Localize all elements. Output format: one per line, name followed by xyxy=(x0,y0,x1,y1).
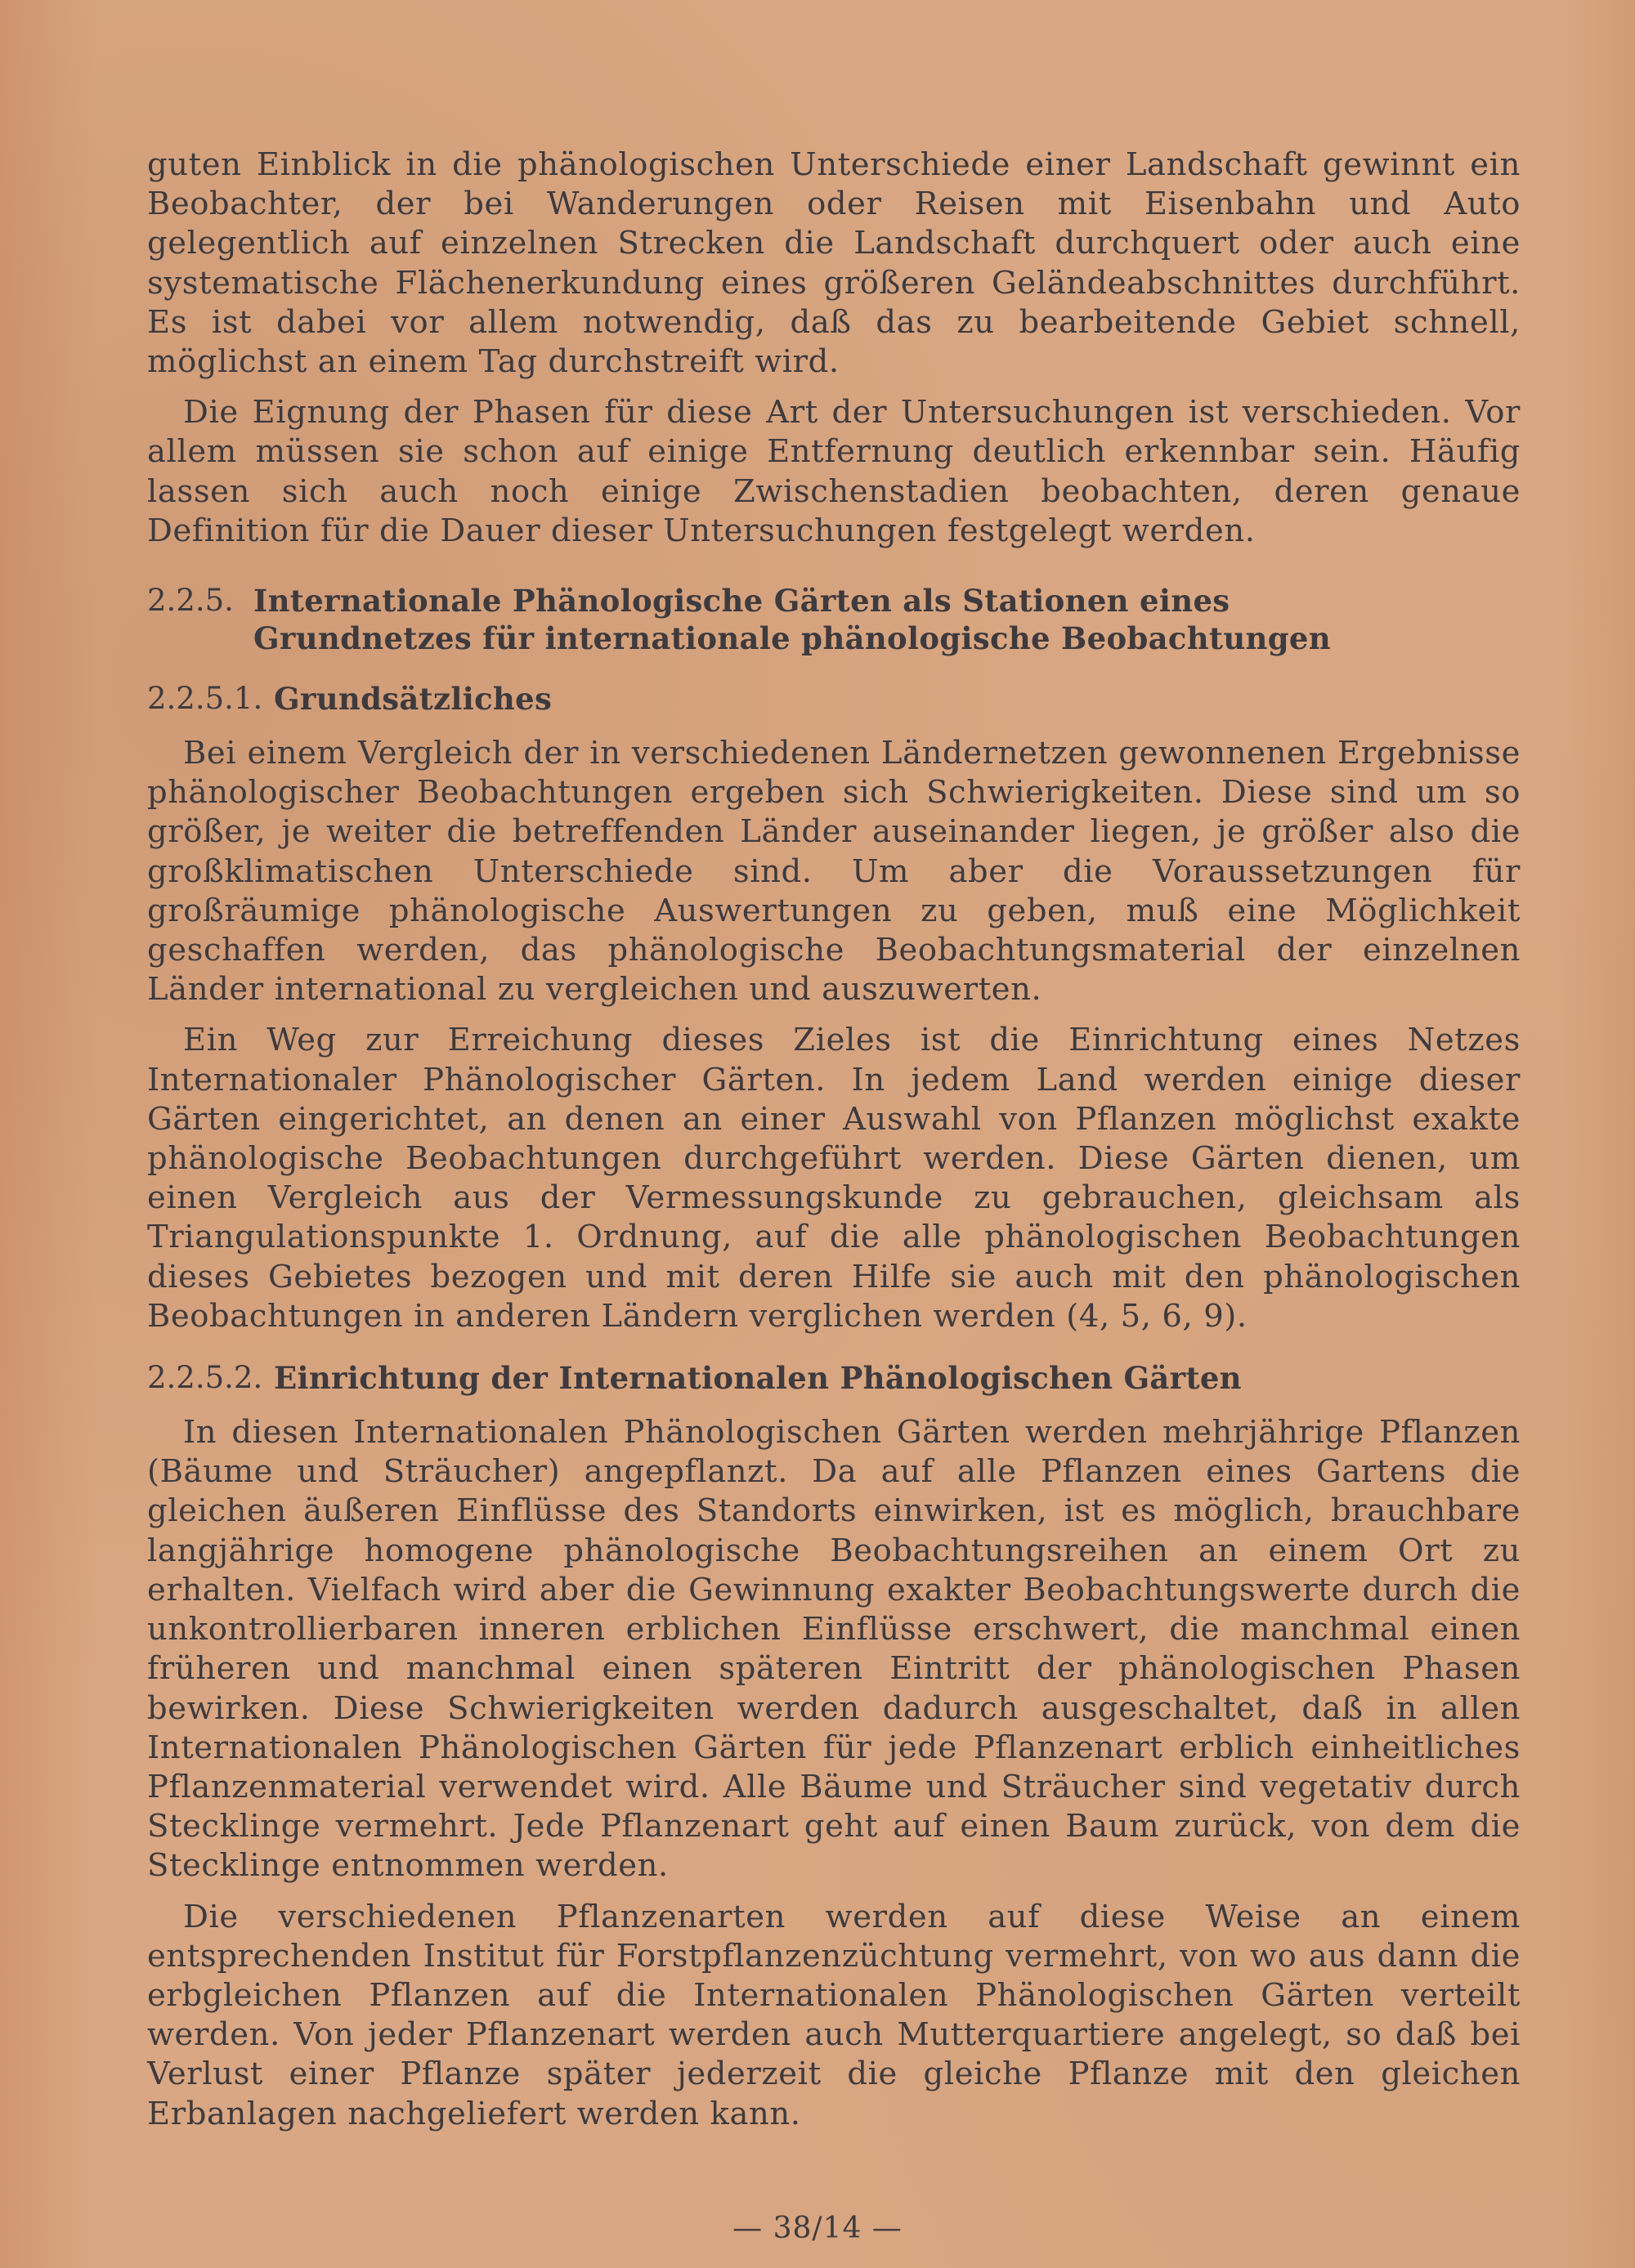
section-heading-2-2-5-2 xyxy=(147,1359,1521,1397)
section-heading-2-2-5-1 xyxy=(147,680,1521,718)
intro-paragraph-2: Die Eignung der Phasen für diese Art der Untersuchungen ist verschieden. Vor allem müssen sie schon auf einige Entfernung deutlich erkennbar sein. Häufig lassen sich auch noch einige Zwischenstadien beobachten, deren genaue Definition für die Dauer dieser Untersuchungen festgelegt werden. xyxy=(147,394,1521,549)
einrichtung-paragraph-2: Die verschiedenen Pflanzenarten werden auf diese Weise an einem entsprechenden Institut für Forstpflanzenzüchtung vermehrt, von wo aus dann die erbgleichen Pflanzen auf die Internationalen Phänologischen Gärten verteilt werden. Von jeder Pflanzenart werden auch Mutterquartiere angelegt, so daß bei Verlust einer Pflanze später jederzeit die gleiche Pflanze mit den gleichen Erbanlagen nachgeliefert werden kann. xyxy=(147,1898,1521,2132)
intro-paragraph-1: guten Einblick in die phänologischen Unterschiede einer Landschaft gewinnt ein Beobachter, der bei Wanderungen oder Reisen mit Eisenbahn und Auto gelegentlich auf einzelnen Strecken die Landschaft durchquert oder auch eine systematische Flächenerkundung eines größeren Geländeabschnittes durchführt. Es ist dabei vor allem notwendig, daß das zu bearbeitende Gebiet schnell, möglichst an einem Tag durchstreift wird. xyxy=(147,146,1521,381)
section-heading-2-2-5 xyxy=(147,582,1521,657)
section-number: 2.2.5.1. xyxy=(147,681,263,717)
einrichtung-paragraph-1: In diesen Internationalen Phänologischen Gärten werden mehrjährige Pflanzen (Bäume und Sträucher) angepflanzt. Da auf alle Pflanzen eines Gartens die gleichen äußeren Einflüsse des Standorts einwirken, ist es möglich, brauchbare langjährige homogene phänologische Beobachtungsreihen an einem Ort zu erhalten. Vielfach wird aber die Gewinnung exakter Beobachtungswerte durch die unkontrollierbaren inneren erblichen Einflüsse erschwert, die manchmal einen früheren und manchmal einen späteren Eintritt der phänologischen Phasen bewirken. Diese Schwierigkeiten werden dadurch ausgeschaltet, daß in allen Internationalen Phänologischen Gärten für jede Pflanzenart erblich einheitliches Pflanzenmaterial verwendet wird. Alle Bäume und Sträucher sind vegetativ durch Stecklinge vermehrt. Jede Pflanzenart geht auf einen Baum zurück, von dem die Stecklinge entnommen werden. xyxy=(147,1414,1521,1885)
grundsaetzliches-paragraph-2: Ein Weg zur Erreichung dieses Zieles ist die Einrichtung eines Netzes Internationaler Phänologischer Gärten. In jedem Land werden einige dieser Gärten eingerichtet, an denen an einer Auswahl von Pflanzen möglichst exakte phänologische Beobachtungen durchgeführt werden. Diese Gärten dienen, um einen Vergleich aus der Vermessungskunde zu gebrauchen, gleichsam als Triangulationspunkte 1. Ordnung, auf die alle phänologischen Beobachtungen dieses Gebietes bezogen und mit deren Hilfe sie auch mit den phänologischen Beobachtungen in anderen Ländern verglichen werden (4, 5, 6, 9). xyxy=(147,1022,1521,1335)
section-number: 2.2.5.2. xyxy=(147,1360,263,1396)
page-number: — 38/14 — xyxy=(732,2212,903,2245)
grundsaetzliches-paragraph-1: Bei einem Vergleich der in verschiedenen Ländernetzen gewonnenen Ergebnisse phänologischer Beobachtungen ergeben sich Schwierigkeiten. Diese sind um so größer, je weiter die betreffenden Länder auseinander liegen, je größer also die großklimatischen Unterschiede sind. Um aber die Voraussetzungen für großräumige phänologische Auswertungen zu geben, muß eine Möglichkeit geschaffen werden, das phänologische Beobachtungsmaterial der einzelnen Länder international zu vergleichen und auszuwerten. xyxy=(147,735,1521,1009)
section-number: 2.2.5. xyxy=(147,583,234,619)
section-title: Grundsätzliches xyxy=(274,681,553,718)
document-page xyxy=(147,145,1521,2145)
section-title: Einrichtung der Internationalen Phänologischen Gärten xyxy=(274,1360,1242,1397)
section-title: Internationale Phänologische Gärten als Stationen eines Grundnetzes für internationale phänologische Beobachtungen xyxy=(253,583,1331,657)
